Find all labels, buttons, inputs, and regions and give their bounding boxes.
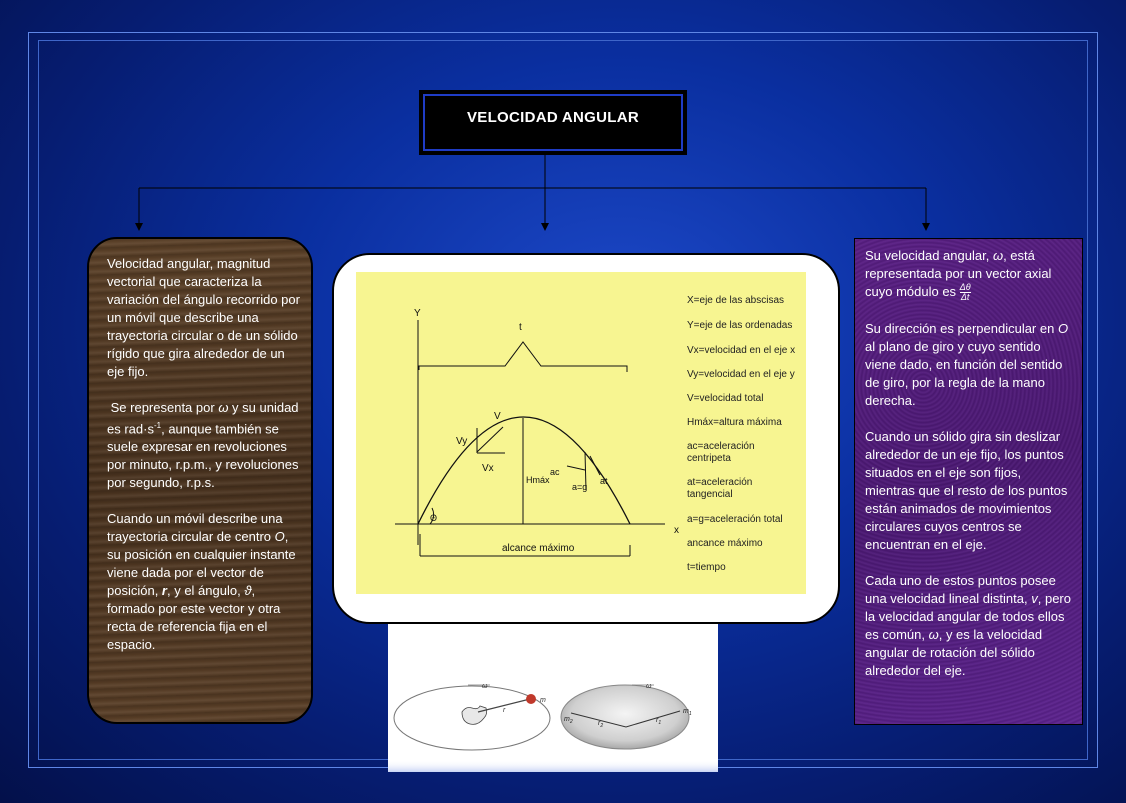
label-vx: Vx [482, 463, 494, 474]
right-paragraph-4: Cada uno de estos puntos posee una velocidad lineal distinta, v, pero la velocidad angular de todos ellos es común, ω, y es la velocidad angular de rotación del sólido alrededor del eje. [865, 573, 1071, 679]
label-ac: ac [550, 467, 560, 477]
legend-item: centripeta [687, 453, 731, 464]
rotating-disk [561, 685, 689, 749]
label-omega-2: ω [646, 683, 652, 690]
label-a-g: a=g [572, 482, 588, 492]
legend-item: ancance máximo [687, 538, 763, 549]
legend-item: Hmáx=altura máxima [687, 417, 782, 428]
hand-icon [462, 706, 487, 724]
label-alcance: alcance máximo [502, 543, 575, 554]
right-paragraph-1: Su velocidad angular, ω, está representada por un vector axial cuyo módulo es $\frac{\Delta\theta}{\Delta t}$ [865, 248, 1052, 303]
left-paragraph-3: Cuando un móvil describe una trayectoria circular de centro O, su posición en cualquier instante viene dada por el vector de posición, r, y el ángulo, ϑ, formado por este vector y otra recta de referencia fija en el espacio. [107, 511, 296, 653]
delta-fraction: $\frac{\Delta\theta}{\Delta t}$ [959, 282, 971, 303]
label-m: m [540, 697, 546, 704]
label-omega-1: ω [482, 683, 488, 690]
label-at: at [600, 476, 608, 486]
legend-item: Vx=velocidad en el eje x [687, 345, 796, 356]
label-m2: $m_2$ [564, 716, 573, 725]
legend-item: X=eje de las abscisas [687, 295, 785, 306]
label-r2: $r_2$ [598, 720, 604, 729]
label-v: V [494, 411, 501, 422]
label-angle: Θ [430, 513, 438, 523]
label-vy: Vy [456, 436, 468, 447]
ball-icon [526, 694, 536, 704]
label-axis-y: Y [414, 308, 421, 319]
legend-item: Vy=velocidad en el eje y [687, 369, 795, 380]
right-paragraph-3: Cuando un sólido gira sin deslizar alrededor de un eje fijo, los puntos situados en el eje son fijos, mientras que el resto de los puntos están animados de movimientos circulares cuyos centros se encuentran en el eje. [865, 429, 1068, 553]
right-text-panel [854, 238, 1083, 725]
label-m1: $m_1$ [683, 708, 692, 717]
legend-item: ac=aceleración [687, 441, 755, 452]
legend-item: Y=eje de las ordenadas [687, 320, 793, 331]
label-r1: $r_1$ [656, 717, 662, 726]
legend-item: tangencial [687, 489, 733, 500]
right-paragraph-2: Su dirección es perpendicular en O al plano de giro y cuyo sentido viene dado, en función del sentido de giro, por la regla de la mano derecha. [865, 321, 1069, 409]
label-hmax: Hmáx [526, 475, 550, 485]
page-title: VELOCIDAD ANGULAR [423, 94, 683, 151]
legend-item: t=tiempo [687, 562, 726, 573]
omega-symbol: ω [218, 400, 229, 415]
left-paragraph-2: Se representa por ω y su unidad es $rad\cdot s^{-1}$, aunque también se suele expresar en revoluciones por minuto, r.p.m., y revoluciones por segundo, r.p.s. [107, 400, 299, 491]
legend-item: V=velocidad total [687, 393, 764, 404]
legend-item: a=g=aceleración total [687, 514, 783, 525]
label-r: r [503, 707, 506, 714]
legend-item: at=aceleración [687, 477, 753, 488]
left-paragraph-1: Velocidad angular, magnitud vectorial que caracteriza la variación del ángulo recorrido por un móvil que describe una trayectoria circular o de un sólido rígido que gira alrededor de un eje fijo. [107, 256, 300, 379]
bottom-fade [388, 760, 718, 772]
label-axis-x: x [674, 525, 679, 536]
label-t: t [519, 322, 522, 333]
